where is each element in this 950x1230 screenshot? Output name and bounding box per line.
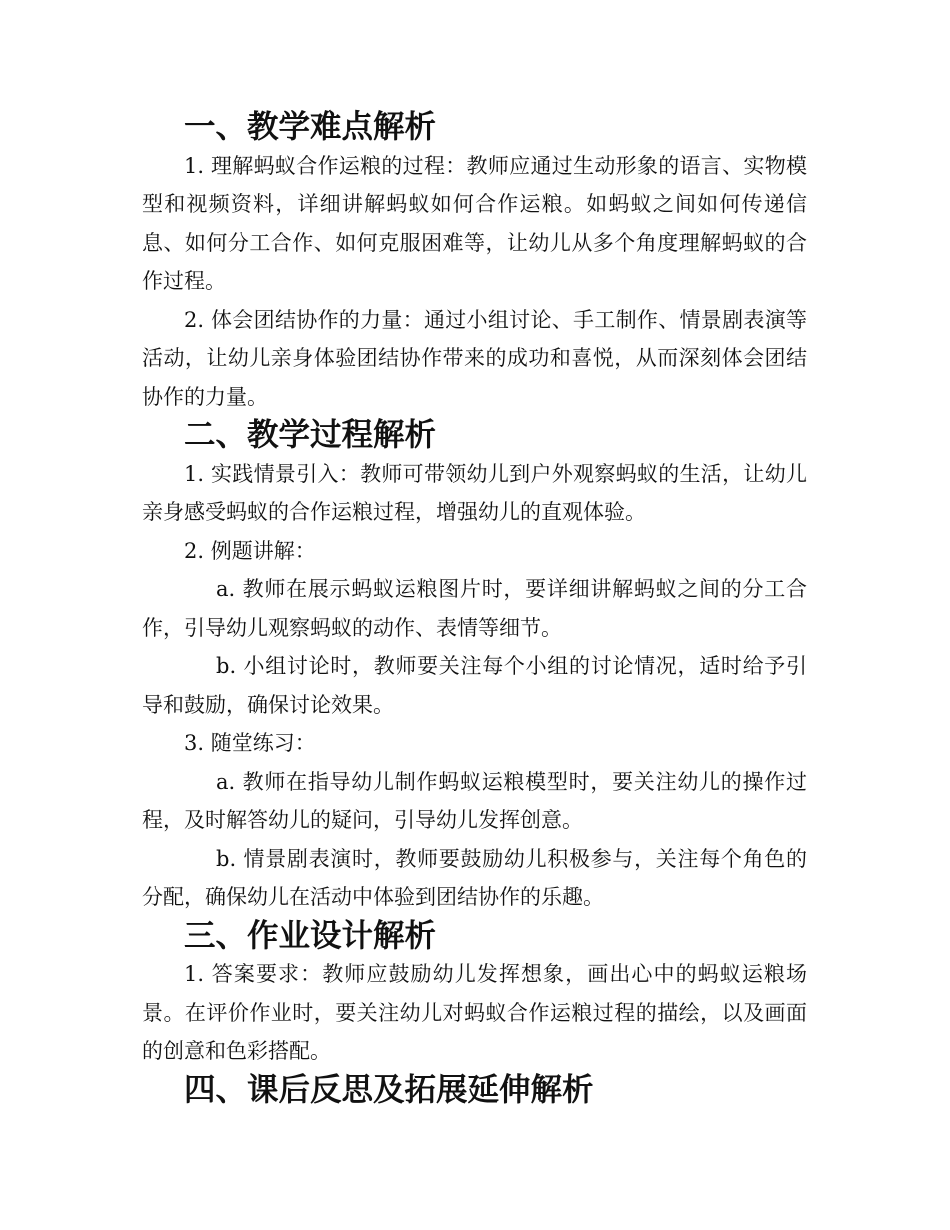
document-page [142,108,807,1109]
section-heading-difficulties: 一、教学难点解析 [184,108,437,145]
paragraph-answer-requirements: 1. 答案要求：教师应鼓励幼儿发挥想象，画出心中的蚂蚁运粮场景。在评价作业时，要关注幼儿对蚂蚁合作运粮过程的描绘，以及画面的创意和色彩搭配。 [142,962,807,1063]
paragraph-example-b: b. 小组讨论时，教师要关注每个小组的讨论情况，适时给予引导和鼓励，确保讨论效果。 [142,654,807,717]
paragraph-example-a: a. 教师在展示蚂蚁运粮图片时，要详细讲解蚂蚁之间的分工合作，引导幼儿观察蚂蚁的动作、表情等细节。 [142,577,807,640]
paragraph-teamwork-power: 2. 体会团结协作的力量：通过小组讨论、手工制作、情景剧表演等活动，让幼儿亲身体验团结协作带来的成功和喜悦，从而深刻体会团结协作的力量。 [142,307,807,409]
section-heading-reflection: 四、课后反思及拓展延伸解析 [184,1070,594,1108]
section-heading-homework: 三、作业设计解析 [184,916,437,954]
paragraph-understand-cooperation: 1. 理解蚂蚁合作运粮的过程：教师应通过生动形象的语言、实物模型和视频资料，详细讲解蚂蚁如何合作运粮。如蚂蚁之间如何传递信息、如何分工合作、如何克服困难等，让幼儿从多个角度理解蚂蚁的合作过程。 [142,153,807,293]
paragraph-exercise-title: 3. 随堂练习： [184,731,316,755]
paragraph-exercise-b: b. 情景剧表演时，教师要鼓励幼儿积极参与，关注每个角色的分配，确保幼儿在活动中体验到团结协作的乐趣。 [142,846,807,909]
paragraph-example-title: 2. 例题讲解： [184,538,316,563]
paragraph-exercise-a: a. 教师在指导幼儿制作蚂蚁运粮模型时，要关注幼儿的操作过程，及时解答幼儿的疑问，引导幼儿发挥创意。 [142,769,807,832]
paragraph-practice-intro: 1. 实践情景引入：教师可带领幼儿到户外观察蚂蚁的生活，让幼儿亲身感受蚂蚁的合作运粮过程，增强幼儿的直观体验。 [142,461,807,524]
section-heading-process: 二、教学过程解析 [184,416,437,453]
